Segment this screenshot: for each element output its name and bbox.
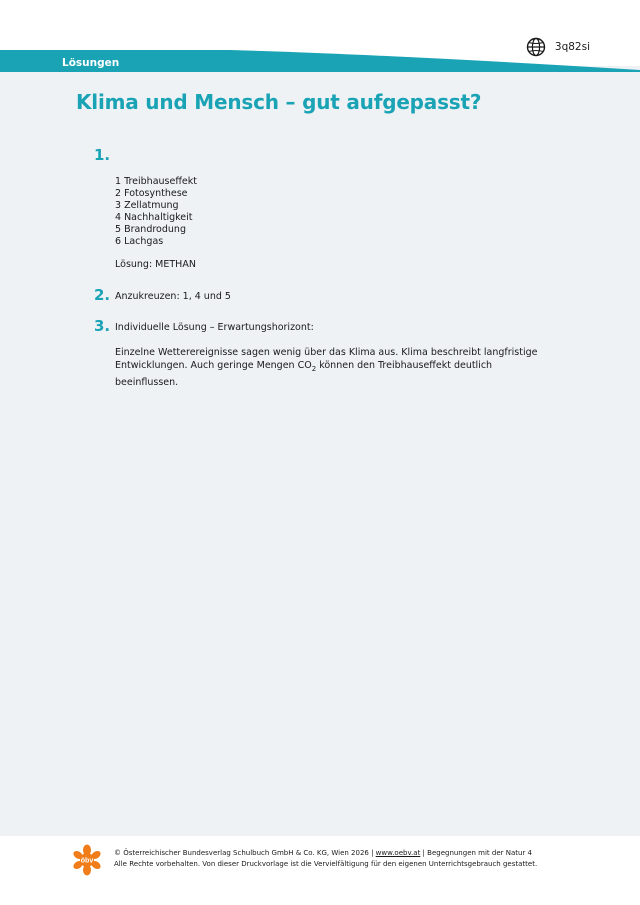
task-3-heading: Individuelle Lösung – Erwartungshorizont: [115, 322, 314, 333]
footer-copyright: © Österreichischer Bundesverlag Schulbuch GmbH & Co. KG, Wien 2026 | [114, 849, 376, 857]
task-3-text-part1: Einzelne Wetterereignisse sagen wenig über das Klima aus. Klima beschreibt langfristige Entwicklungen. Auch geringe Mengen CO [115, 347, 538, 371]
task-number-2: 2. [94, 286, 111, 304]
task-1-solution: Lösung: METHAN [115, 259, 196, 270]
list-item: 3 Zellatmung [115, 200, 179, 211]
footer-text [114, 848, 537, 869]
task-number-1: 1. [94, 146, 111, 164]
page-background [0, 66, 640, 836]
footer-line-1 [114, 848, 537, 859]
list-item: 2 Fotosynthese [115, 188, 188, 199]
page-title: Klima und Mensch – gut aufgepasst? [76, 90, 482, 114]
logo-text: öbv [80, 857, 94, 865]
list-item: 6 Lachgas [115, 236, 164, 247]
list-item: 1 Treibhauseffekt [115, 176, 197, 187]
task-2-answer: Anzukreuzen: 1, 4 und 5 [115, 291, 231, 302]
task-3-answer [115, 346, 555, 389]
task-3-text-part2: können den Treibhauseffekt deutlich beeinflussen. [115, 360, 493, 388]
footer-book-title: | Begegnungen mit der Natur 4 [420, 849, 533, 857]
list-item: 5 Brandrodung [115, 224, 186, 235]
section-label: Lösungen [62, 57, 120, 69]
footer-line-2: Alle Rechte vorbehalten. Von dieser Druckvorlage ist die Vervielfältigung für den eigenen Unterrichtsgebrauch gestattet. [114, 859, 538, 868]
footer-link[interactable]: www.oebv.at [375, 849, 421, 857]
online-code-text: 3q82si [554, 41, 590, 53]
co2-subscript: 2 [311, 364, 317, 373]
task-number-3: 3. [94, 317, 111, 335]
list-item: 4 Nachhaltigkeit [115, 212, 193, 223]
term-list [115, 176, 197, 248]
oebv-logo-icon [72, 843, 102, 877]
